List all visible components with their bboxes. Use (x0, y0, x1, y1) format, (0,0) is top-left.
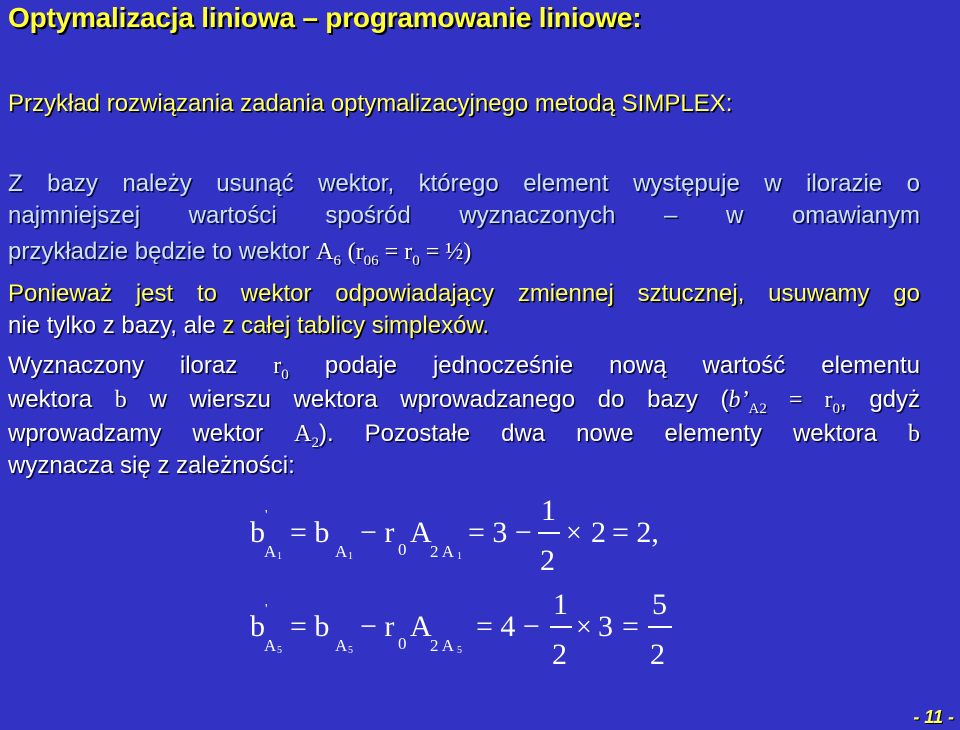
eq2-den2: 2 (650, 638, 665, 671)
para3-line3: wprowadzamy wektor $A_2$). Pozostałe dwa nowe elementy wektora b (8, 420, 921, 451)
eq1-fraction-bar (538, 532, 560, 534)
ratio-r06: ($r_{06} = r_0$ = ½) (347, 239, 472, 269)
vector-a6: $A_6$ (316, 239, 341, 269)
eq2-eq: = (622, 610, 639, 643)
para1-line2: najmniejszej wartości spośród wyznaczonych – w omawianym (8, 202, 920, 229)
eq1-sub: A (264, 542, 277, 561)
para1-line3 (8, 236, 471, 271)
para3-line1: Wyznaczony iloraz $r_0$ podaje jednocześnie nową wartość elementu (8, 352, 921, 383)
page-title: Optymalizacja liniowa – programowanie liniowe: (8, 2, 642, 33)
eq1-A: A (410, 516, 432, 549)
eq1-minus-r: − r (360, 516, 395, 549)
eq1-b: b (250, 516, 265, 549)
eq2-A: A (410, 610, 432, 643)
eq2-minus-r: − r (360, 610, 395, 643)
eq2-fraction-bar (550, 626, 572, 628)
eq2-num2: 5 (652, 588, 667, 621)
eq2-b: b (250, 610, 265, 643)
eq1-rhs-sub: A (335, 542, 348, 561)
eq1-A-subsub: 1 (457, 551, 462, 562)
eq1-subsub: 1 (277, 551, 282, 562)
eq1-rhs-b: = b (290, 516, 330, 549)
eq1-rhs-subsub: 1 (348, 551, 353, 562)
eq2-times: × (576, 612, 592, 643)
eq1-r-sub: 0 (398, 540, 407, 559)
page-number: - 11 - (913, 707, 954, 727)
eq2-fraction-bar-2 (648, 626, 672, 628)
eq1-eq3: = 3 − (468, 516, 532, 549)
para1-line3-text: przykładzie będzie to wektor (8, 238, 310, 265)
eq2-rhs-sub: A (335, 636, 348, 655)
para1-line1: Z bazy należy usunąć wektor, którego element występuje w ilorazie o (8, 170, 920, 197)
para3-line2: wektora b w wierszu wektora wprowadzanego do bazy ($b’_{A2} = r_0$, gdyż (8, 386, 921, 417)
eq2-three: 3 (598, 610, 613, 643)
eq1-two: 2 (591, 516, 606, 549)
eq1-den: 2 (540, 544, 555, 577)
subtitle: Przykład rozwiązania zadania optymalizacyjnego metodą SIMPLEX: (8, 90, 733, 117)
eq2-subsub: 5 (277, 645, 282, 656)
eq1-result: = 2, (612, 516, 659, 549)
eq1-A-sub: 2 A (430, 542, 455, 561)
eq1-prime: ' (265, 508, 268, 523)
eq2-num: 1 (553, 588, 568, 621)
para2-line1: Ponieważ jest to wektor odpowiadający zmiennej sztucznej, usuwamy go (8, 280, 920, 307)
eq2-A-sub: 2 A (430, 636, 455, 655)
eq2-rhs-b: = b (290, 610, 330, 643)
eq1-times: × (566, 518, 582, 549)
eq2-r-sub: 0 (398, 634, 407, 653)
eq1-num: 1 (541, 494, 556, 527)
eq2-eq4: = 4 − (476, 610, 540, 643)
eq2-sub: A (264, 636, 277, 655)
eq2-A-subsub: 5 (457, 645, 462, 656)
para3-line4: wyznacza się z zależności: (8, 452, 295, 479)
eq2-den: 2 (552, 638, 567, 671)
eq2-prime: ' (265, 602, 268, 617)
eq2-rhs-subsub: 5 (348, 645, 353, 656)
para2-line2: nie tylko z bazy, ale z całej tablicy simplexów. (8, 312, 490, 339)
